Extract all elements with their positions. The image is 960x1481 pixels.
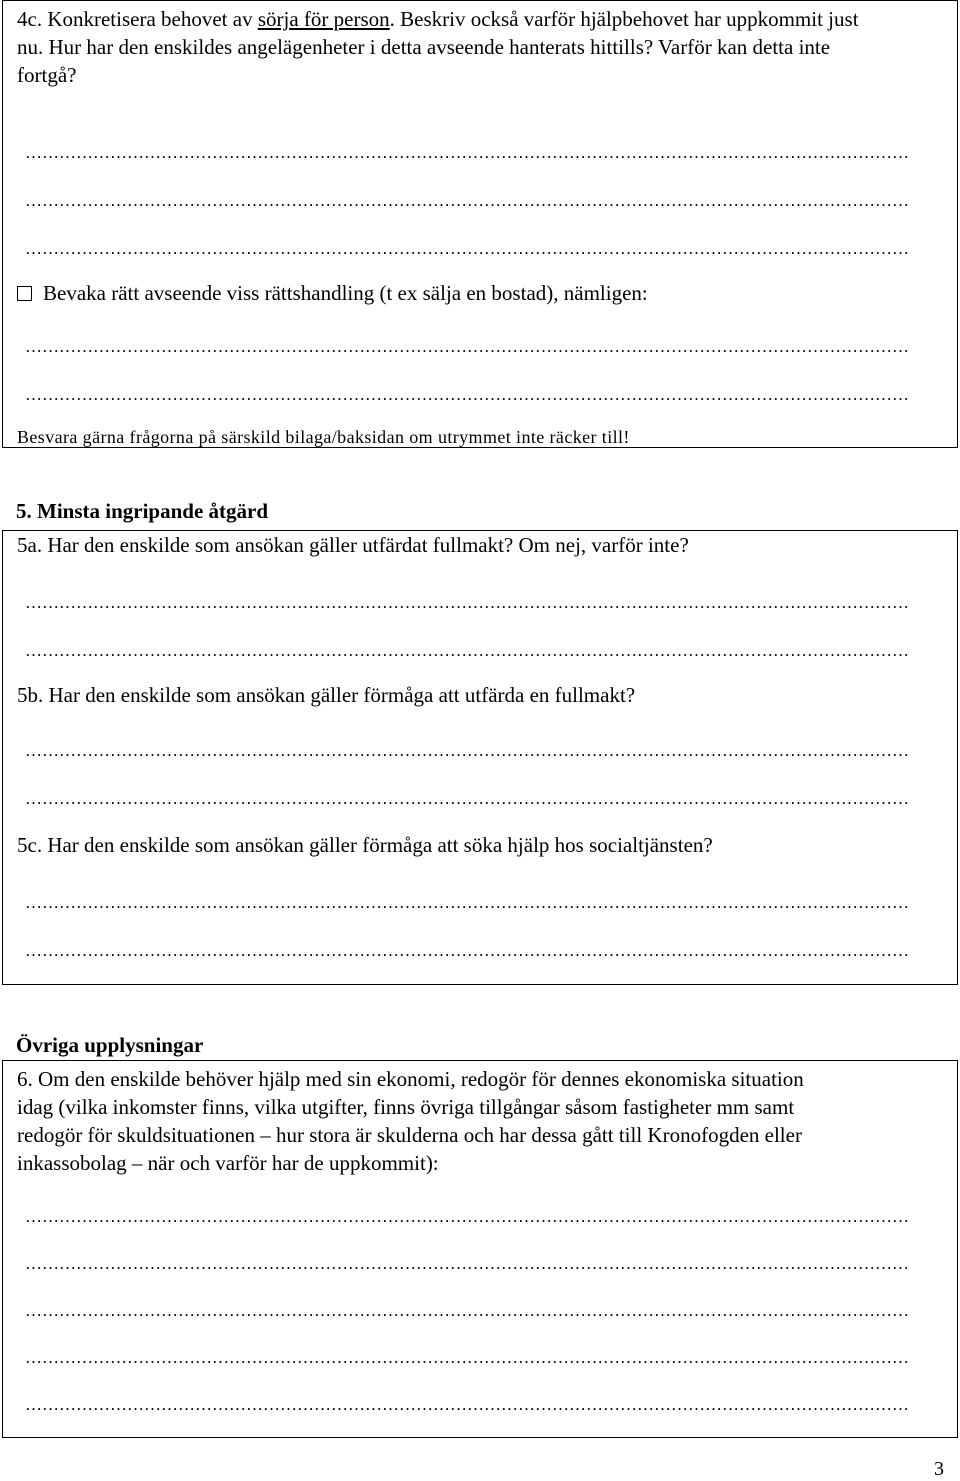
section-4c-box	[2, 0, 958, 448]
answer-line[interactable]: …………………………………………………………………………………………………………………………………………	[25, 143, 909, 162]
answer-line[interactable]: …………………………………………………………………………………………………………………………………………	[25, 191, 909, 210]
section-6-line-3: redogör för skuldsituationen – hur stora är skulderna och har dessa gått till Kronofogden eller	[17, 1123, 802, 1147]
section-4c-line-2: nu. Hur har den enskildes angelägenheter i detta avseende hanterats hittills? Varför kan detta inte	[17, 35, 831, 59]
question-5a: 5a. Har den enskilde som ansökan gäller utfärdat fullmakt? Om nej, varför inte?	[17, 533, 689, 557]
answer-line[interactable]: …………………………………………………………………………………………………………………………………………	[25, 385, 909, 404]
rattshandling-label: Bevaka rätt avseende viss rättshandling (t ex sälja en bostad), nämligen:	[43, 281, 648, 305]
section-6-line-4: inkassobolag – när och varför har de uppkommit):	[17, 1151, 439, 1175]
sorja-for-person-link: sörja för person	[257, 7, 390, 31]
section-6-line-2: idag (vilka inkomster finns, vilka utgifter, finns övriga tillgångar såsom fastigheter mm samt	[17, 1095, 795, 1119]
answer-line[interactable]: …………………………………………………………………………………………………………………………………………	[25, 641, 909, 660]
answer-line[interactable]: …………………………………………………………………………………………………………………………………………	[25, 741, 909, 760]
answer-line[interactable]: …………………………………………………………………………………………………………………………………………	[25, 789, 909, 808]
answer-line[interactable]: …………………………………………………………………………………………………………………………………………	[25, 1254, 909, 1273]
section-4c-line-3: fortgå?	[17, 63, 77, 87]
answer-line[interactable]: …………………………………………………………………………………………………………………………………………	[25, 1207, 909, 1226]
section-4c-line-1: 4c. Konkretisera behovet av sörja för person. Beskriv också varför hjälpbehovet har uppkommit just	[17, 7, 859, 31]
extra-space-note: Besvara gärna frågorna på särskild bilaga/baksidan om utrymmet inte räcker till!	[17, 427, 630, 447]
section-6-box	[2, 1060, 958, 1438]
section-5-box	[2, 530, 958, 985]
answer-line[interactable]: …………………………………………………………………………………………………………………………………………	[25, 941, 909, 960]
question-5c: 5c. Har den enskilde som ansökan gäller förmåga att söka hjälp hos socialtjänsten?	[17, 833, 713, 857]
answer-line[interactable]: …………………………………………………………………………………………………………………………………………	[25, 1395, 909, 1414]
answer-line[interactable]: …………………………………………………………………………………………………………………………………………	[25, 337, 909, 356]
section-6-heading: Övriga upplysningar	[16, 1033, 204, 1057]
answer-line[interactable]: …………………………………………………………………………………………………………………………………………	[25, 1301, 909, 1320]
section-5-heading: 5. Minsta ingripande åtgärd	[16, 499, 269, 523]
section-6-line-1: 6. Om den enskilde behöver hjälp med sin ekonomi, redogör för dennes ekonomiska situation	[17, 1067, 804, 1091]
page-number: 3	[934, 1458, 944, 1480]
answer-line[interactable]: …………………………………………………………………………………………………………………………………………	[25, 593, 909, 612]
answer-line[interactable]: …………………………………………………………………………………………………………………………………………	[25, 893, 909, 912]
rattshandling-checkbox[interactable]	[17, 286, 32, 301]
answer-line[interactable]: …………………………………………………………………………………………………………………………………………	[25, 239, 909, 258]
answer-line[interactable]: …………………………………………………………………………………………………………………………………………	[25, 1348, 909, 1367]
question-5b: 5b. Har den enskilde som ansökan gäller förmåga att utfärda en fullmakt?	[17, 683, 636, 707]
